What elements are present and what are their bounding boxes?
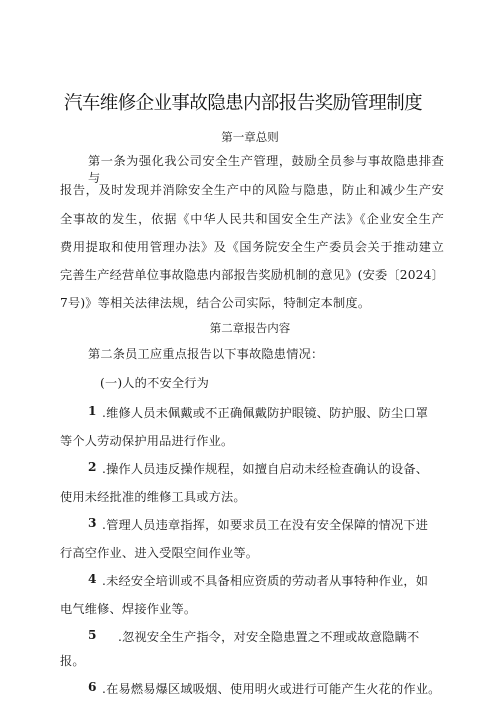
list-item-text: 等个人劳动保护用品进行作业。 — [60, 434, 234, 448]
section-heading: (一)人的不安全行为 — [100, 376, 210, 390]
list-item-number: 4 — [88, 572, 97, 586]
list-item-number: 1 — [88, 404, 97, 418]
article2-text: 第二条员工应重点报告以下事故隐患情况： — [88, 347, 324, 361]
list-item-text: 行高空作业、进入受限空间作业等。 — [60, 546, 259, 560]
list-item-text: 报。 — [60, 654, 85, 668]
list-item-text: 使用未经批准的维修工具或方法。 — [60, 490, 246, 504]
list-item-number: 2 — [88, 460, 97, 474]
document-title: 汽车维修企业事故隐患内部报告奖励管理制度 — [64, 93, 423, 114]
article1-line: 费用提取和使用管理办法》及《国务院安全生产委员会关于推动建立 — [60, 240, 444, 254]
list-item-text: .维修人员未佩戴或不正确佩戴防护眼镜、防护服、防尘口罩 — [102, 406, 429, 420]
list-item-text: .未经安全培训或不具备相应资质的劳动者从事特种作业，如 — [102, 574, 429, 588]
chapter-heading-2: 第二章报告内容 — [209, 321, 291, 335]
list-item-text: .忽视安全生产指令，对安全隐患置之不理或故意隐瞒不 — [118, 630, 420, 644]
list-item-number: 3 — [88, 516, 97, 530]
list-item-text: 电气维修、焊接作业等。 — [60, 602, 197, 616]
article1-line: 完善生产经营单位事故隐患内部报告奖励机制的意见》(安委〔2024〕 — [60, 268, 444, 282]
article1-line: 全事故的发生，依据《中华人民共和国安全生产法》《企业安全生产 — [60, 212, 444, 226]
list-item-text: .管理人员违章指挥，如要求员工在没有安全保障的情况下进 — [102, 518, 429, 532]
chapter-heading-1: 第一章总则 — [221, 130, 279, 144]
list-item-text: .在易燃易爆区域吸烟、使用明火或进行可能产生火花的作业。 — [102, 682, 441, 696]
list-item-number: 5 — [88, 628, 97, 642]
list-item-text: .操作人员违反操作规程，如擅自启动未经检查确认的设备、 — [102, 462, 429, 476]
article1-line: 报告，及时发现并消除安全生产中的风险与隐患，防止和减少生产安 — [60, 183, 444, 197]
article1-line: 第一条为强化我公司安全生产管理，鼓励全员参与事故隐患排查与 — [88, 154, 444, 185]
article1-line: 7号)》等相关法律法规，结合公司实际，特制定本制度。 — [60, 296, 371, 310]
list-item-number: 6 — [88, 680, 97, 694]
